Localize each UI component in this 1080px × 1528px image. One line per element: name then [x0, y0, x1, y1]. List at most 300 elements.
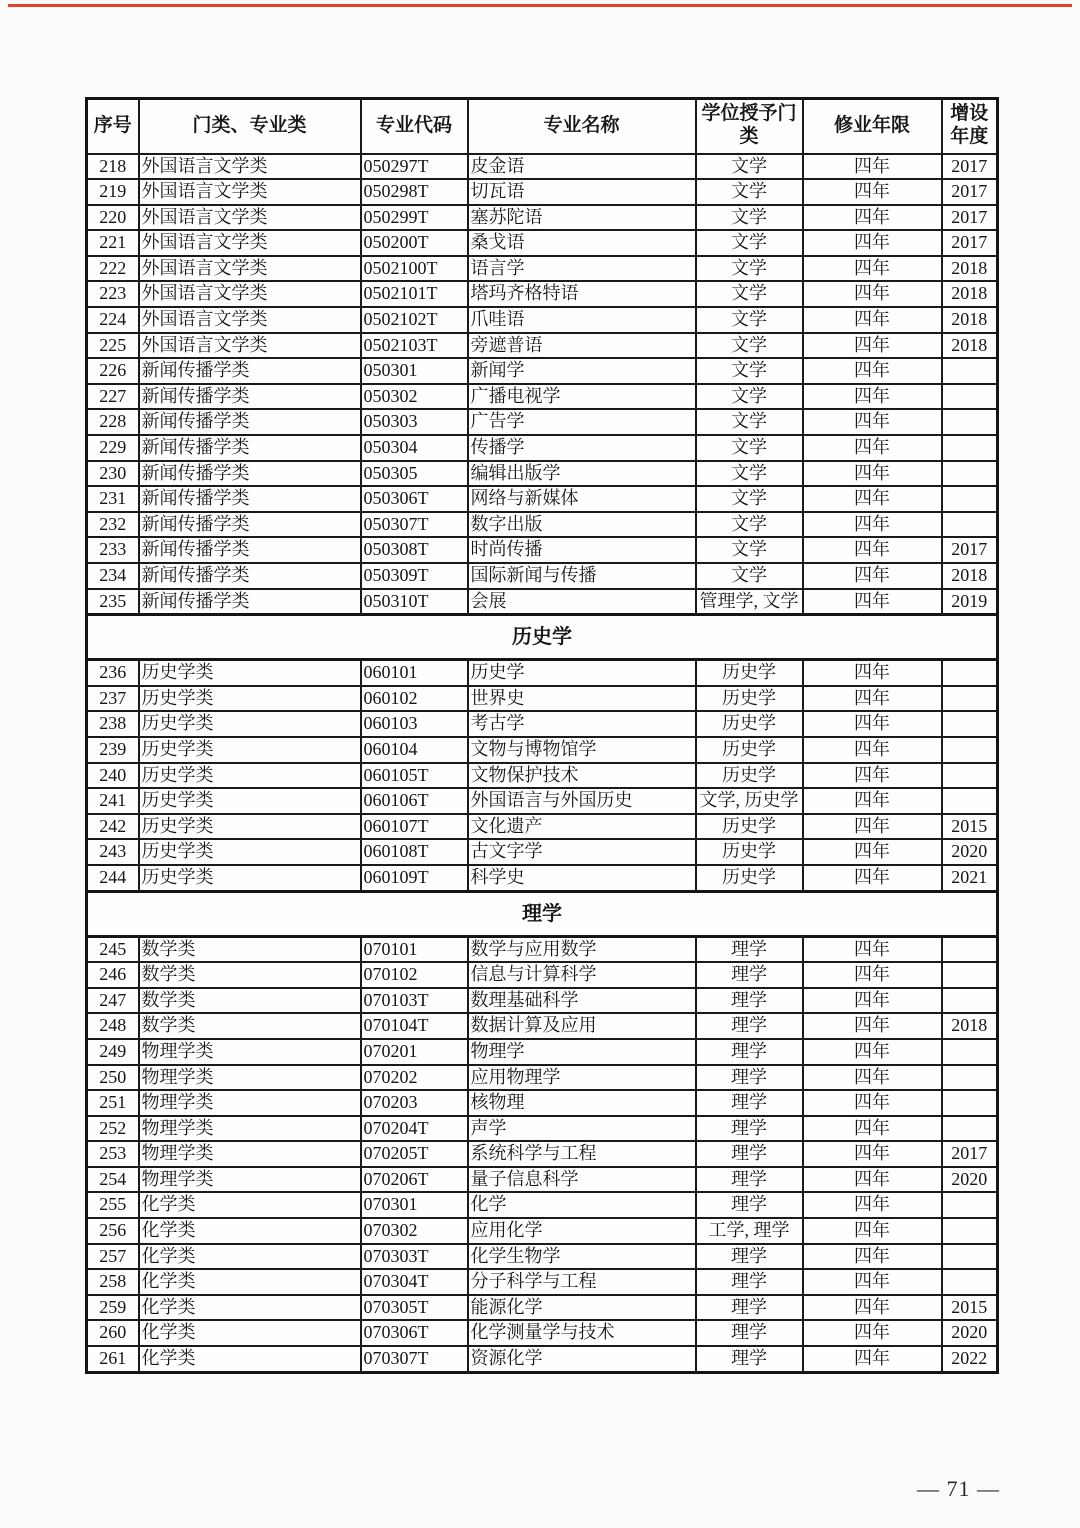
category-cell: 物理学类: [139, 1065, 361, 1091]
major-code-cell: 050304: [361, 435, 468, 461]
table-row: [87, 1218, 998, 1244]
table-row: [87, 281, 998, 307]
section-title: 理学: [87, 891, 998, 936]
year-added-cell: [942, 1218, 998, 1244]
row-number-cell: 257: [87, 1244, 139, 1270]
section-row: [87, 615, 998, 660]
category-cell: 新闻传播学类: [139, 486, 361, 512]
degree-category-cell: 文学, 历史学: [696, 788, 803, 814]
duration-cell: 四年: [803, 1090, 942, 1116]
duration-cell: 四年: [803, 512, 942, 538]
major-code-cell: 070201: [361, 1039, 468, 1065]
category-cell: 化学类: [139, 1192, 361, 1218]
category-cell: 物理学类: [139, 1039, 361, 1065]
duration-cell: 四年: [803, 486, 942, 512]
category-cell: 历史学类: [139, 839, 361, 865]
table-row: [87, 435, 998, 461]
column-header: 增设年度: [942, 99, 998, 154]
category-cell: 数学类: [139, 988, 361, 1014]
major-code-cell: 060109T: [361, 865, 468, 891]
major-code-cell: 070205T: [361, 1141, 468, 1167]
degree-category-cell: 文学: [696, 307, 803, 333]
table-row: [87, 384, 998, 410]
major-name-cell: 数学与应用数学: [468, 936, 696, 962]
major-code-cell: 050302: [361, 384, 468, 410]
major-name-cell: 考古学: [468, 711, 696, 737]
degree-category-cell: 文学: [696, 512, 803, 538]
duration-cell: 四年: [803, 962, 942, 988]
year-added-cell: [942, 962, 998, 988]
degree-category-cell: 文学: [696, 537, 803, 563]
table-row: [87, 589, 998, 615]
major-name-cell: 塞苏陀语: [468, 205, 696, 231]
category-cell: 外国语言文学类: [139, 179, 361, 205]
year-added-cell: [942, 358, 998, 384]
year-added-cell: [942, 763, 998, 789]
degree-category-cell: 文学: [696, 409, 803, 435]
major-name-cell: 信息与计算科学: [468, 962, 696, 988]
duration-cell: 四年: [803, 154, 942, 180]
table-row: [87, 1320, 998, 1346]
duration-cell: 四年: [803, 814, 942, 840]
duration-cell: 四年: [803, 1218, 942, 1244]
category-cell: 新闻传播学类: [139, 384, 361, 410]
duration-cell: 四年: [803, 1167, 942, 1193]
category-cell: 新闻传播学类: [139, 435, 361, 461]
category-cell: 数学类: [139, 1013, 361, 1039]
table-row: [87, 1346, 998, 1372]
major-name-cell: 时尚传播: [468, 537, 696, 563]
major-name-cell: 资源化学: [468, 1346, 696, 1372]
major-code-cell: 050297T: [361, 154, 468, 180]
degree-category-cell: 理学: [696, 962, 803, 988]
year-added-cell: [942, 788, 998, 814]
major-code-cell: 060108T: [361, 839, 468, 865]
row-number-cell: 219: [87, 179, 139, 205]
major-code-cell: 070206T: [361, 1167, 468, 1193]
row-number-cell: 246: [87, 962, 139, 988]
row-number-cell: 249: [87, 1039, 139, 1065]
table-row: [87, 205, 998, 231]
major-code-cell: 050305: [361, 461, 468, 487]
category-cell: 化学类: [139, 1346, 361, 1372]
major-name-cell: 国际新闻与传播: [468, 563, 696, 589]
table-row: [87, 936, 998, 962]
category-cell: 历史学类: [139, 686, 361, 712]
category-cell: 化学类: [139, 1244, 361, 1270]
degree-category-cell: 理学: [696, 1244, 803, 1270]
column-header: 专业代码: [361, 99, 468, 154]
major-name-cell: 核物理: [468, 1090, 696, 1116]
row-number-cell: 237: [87, 686, 139, 712]
degree-category-cell: 文学: [696, 205, 803, 231]
major-name-cell: 语言学: [468, 256, 696, 282]
duration-cell: 四年: [803, 1039, 942, 1065]
major-code-cell: 070204T: [361, 1116, 468, 1142]
year-added-cell: 2020: [942, 1167, 998, 1193]
major-code-cell: 070307T: [361, 1346, 468, 1372]
row-number-cell: 252: [87, 1116, 139, 1142]
major-code-cell: 050309T: [361, 563, 468, 589]
table-row: [87, 962, 998, 988]
row-number-cell: 234: [87, 563, 139, 589]
row-number-cell: 229: [87, 435, 139, 461]
row-number-cell: 218: [87, 154, 139, 180]
major-name-cell: 化学生物学: [468, 1244, 696, 1270]
duration-cell: 四年: [803, 865, 942, 891]
page-number: — 71 —: [917, 1476, 1000, 1501]
row-number-cell: 223: [87, 281, 139, 307]
degree-category-cell: 理学: [696, 1039, 803, 1065]
major-name-cell: 应用化学: [468, 1218, 696, 1244]
year-added-cell: 2021: [942, 865, 998, 891]
major-name-cell: 古文字学: [468, 839, 696, 865]
major-name-cell: 塔玛齐格特语: [468, 281, 696, 307]
category-cell: 外国语言文学类: [139, 205, 361, 231]
column-header: 专业名称: [468, 99, 696, 154]
category-cell: 历史学类: [139, 788, 361, 814]
major-code-cell: 050310T: [361, 589, 468, 615]
major-code-cell: 070302: [361, 1218, 468, 1244]
duration-cell: 四年: [803, 788, 942, 814]
degree-category-cell: 文学: [696, 154, 803, 180]
category-cell: 新闻传播学类: [139, 563, 361, 589]
degree-category-cell: 理学: [696, 936, 803, 962]
major-name-cell: 广告学: [468, 409, 696, 435]
year-added-cell: 2018: [942, 333, 998, 359]
major-code-cell: 070202: [361, 1065, 468, 1091]
degree-category-cell: 理学: [696, 1013, 803, 1039]
category-cell: 新闻传播学类: [139, 589, 361, 615]
year-added-cell: [942, 936, 998, 962]
duration-cell: 四年: [803, 461, 942, 487]
row-number-cell: 255: [87, 1192, 139, 1218]
row-number-cell: 238: [87, 711, 139, 737]
row-number-cell: 232: [87, 512, 139, 538]
major-name-cell: 物理学: [468, 1039, 696, 1065]
year-added-cell: 2022: [942, 1346, 998, 1372]
duration-cell: 四年: [803, 1192, 942, 1218]
row-number-cell: 240: [87, 763, 139, 789]
table-row: [87, 865, 998, 891]
duration-cell: 四年: [803, 589, 942, 615]
major-name-cell: 新闻学: [468, 358, 696, 384]
major-name-cell: 传播学: [468, 435, 696, 461]
category-cell: 物理学类: [139, 1090, 361, 1116]
major-name-cell: 声学: [468, 1116, 696, 1142]
major-name-cell: 文化遗产: [468, 814, 696, 840]
degree-category-cell: 理学: [696, 1346, 803, 1372]
year-added-cell: [942, 512, 998, 538]
row-number-cell: 256: [87, 1218, 139, 1244]
major-code-cell: 0502101T: [361, 281, 468, 307]
row-number-cell: 227: [87, 384, 139, 410]
degree-category-cell: 文学: [696, 384, 803, 410]
row-number-cell: 236: [87, 660, 139, 686]
column-header: 序号: [87, 99, 139, 154]
category-cell: 外国语言文学类: [139, 333, 361, 359]
degree-category-cell: 文学: [696, 435, 803, 461]
major-code-cell: 070305T: [361, 1295, 468, 1321]
row-number-cell: 247: [87, 988, 139, 1014]
table-row: [87, 1039, 998, 1065]
row-number-cell: 224: [87, 307, 139, 333]
major-name-cell: 文物保护技术: [468, 763, 696, 789]
category-cell: 化学类: [139, 1320, 361, 1346]
year-added-cell: 2018: [942, 563, 998, 589]
major-code-cell: 060107T: [361, 814, 468, 840]
year-added-cell: [942, 1244, 998, 1270]
major-code-cell: 070301: [361, 1192, 468, 1218]
duration-cell: 四年: [803, 537, 942, 563]
major-code-cell: 060101: [361, 660, 468, 686]
degree-category-cell: 理学: [696, 1269, 803, 1295]
year-added-cell: 2020: [942, 1320, 998, 1346]
row-number-cell: 220: [87, 205, 139, 231]
duration-cell: 四年: [803, 256, 942, 282]
row-number-cell: 244: [87, 865, 139, 891]
year-added-cell: [942, 1269, 998, 1295]
degree-category-cell: 理学: [696, 1320, 803, 1346]
duration-cell: 四年: [803, 660, 942, 686]
category-cell: 新闻传播学类: [139, 358, 361, 384]
degree-category-cell: 工学, 理学: [696, 1218, 803, 1244]
category-cell: 物理学类: [139, 1167, 361, 1193]
table-row: [87, 1295, 998, 1321]
row-number-cell: 243: [87, 839, 139, 865]
table-row: [87, 179, 998, 205]
major-name-cell: 桑戈语: [468, 230, 696, 256]
category-cell: 外国语言文学类: [139, 281, 361, 307]
row-number-cell: 261: [87, 1346, 139, 1372]
year-added-cell: 2018: [942, 281, 998, 307]
major-name-cell: 网络与新媒体: [468, 486, 696, 512]
table-row: [87, 660, 998, 686]
year-added-cell: [942, 486, 998, 512]
table-row: [87, 1192, 998, 1218]
degree-category-cell: 理学: [696, 1295, 803, 1321]
duration-cell: 四年: [803, 737, 942, 763]
year-added-cell: [942, 737, 998, 763]
row-number-cell: 258: [87, 1269, 139, 1295]
degree-category-cell: 历史学: [696, 814, 803, 840]
table-row: [87, 1244, 998, 1270]
row-number-cell: 235: [87, 589, 139, 615]
table-row: [87, 814, 998, 840]
table-row: [87, 537, 998, 563]
major-code-cell: 060104: [361, 737, 468, 763]
column-header: 门类、专业类: [139, 99, 361, 154]
duration-cell: 四年: [803, 763, 942, 789]
year-added-cell: [942, 1192, 998, 1218]
row-number-cell: 242: [87, 814, 139, 840]
row-number-cell: 239: [87, 737, 139, 763]
year-added-cell: 2017: [942, 230, 998, 256]
year-added-cell: [942, 1065, 998, 1091]
major-code-cell: 070203: [361, 1090, 468, 1116]
major-code-cell: 060102: [361, 686, 468, 712]
row-number-cell: 230: [87, 461, 139, 487]
year-added-cell: 2018: [942, 307, 998, 333]
major-code-cell: 070101: [361, 936, 468, 962]
year-added-cell: [942, 711, 998, 737]
category-cell: 外国语言文学类: [139, 230, 361, 256]
duration-cell: 四年: [803, 333, 942, 359]
duration-cell: 四年: [803, 409, 942, 435]
category-cell: 新闻传播学类: [139, 461, 361, 487]
category-cell: 历史学类: [139, 865, 361, 891]
major-code-cell: 070303T: [361, 1244, 468, 1270]
major-code-cell: 070304T: [361, 1269, 468, 1295]
major-name-cell: 外国语言与外国历史: [468, 788, 696, 814]
table-body: [87, 154, 998, 1373]
major-code-cell: 070104T: [361, 1013, 468, 1039]
year-added-cell: [942, 686, 998, 712]
degree-category-cell: 历史学: [696, 865, 803, 891]
table-header: [87, 99, 998, 154]
major-code-cell: 050307T: [361, 512, 468, 538]
year-added-cell: 2018: [942, 256, 998, 282]
table-row: [87, 1065, 998, 1091]
table-row: [87, 686, 998, 712]
major-name-cell: 爪哇语: [468, 307, 696, 333]
duration-cell: 四年: [803, 1295, 942, 1321]
table-row: [87, 154, 998, 180]
row-number-cell: 250: [87, 1065, 139, 1091]
major-name-cell: 皮金语: [468, 154, 696, 180]
table-row: [87, 1167, 998, 1193]
duration-cell: 四年: [803, 1244, 942, 1270]
degree-category-cell: 管理学, 文学: [696, 589, 803, 615]
duration-cell: 四年: [803, 1269, 942, 1295]
major-code-cell: 050303: [361, 409, 468, 435]
year-added-cell: 2017: [942, 154, 998, 180]
year-added-cell: 2020: [942, 839, 998, 865]
table-row: [87, 256, 998, 282]
duration-cell: 四年: [803, 1065, 942, 1091]
degree-category-cell: 理学: [696, 1090, 803, 1116]
major-code-cell: 0502102T: [361, 307, 468, 333]
table-row: [87, 409, 998, 435]
table-row: [87, 461, 998, 487]
table-row: [87, 1090, 998, 1116]
duration-cell: 四年: [803, 1013, 942, 1039]
row-number-cell: 228: [87, 409, 139, 435]
major-name-cell: 数理基础科学: [468, 988, 696, 1014]
major-name-cell: 量子信息科学: [468, 1167, 696, 1193]
category-cell: 外国语言文学类: [139, 307, 361, 333]
category-cell: 化学类: [139, 1269, 361, 1295]
major-name-cell: 旁遮普语: [468, 333, 696, 359]
degree-category-cell: 理学: [696, 1116, 803, 1142]
degree-category-cell: 理学: [696, 1167, 803, 1193]
duration-cell: 四年: [803, 179, 942, 205]
year-added-cell: 2015: [942, 1295, 998, 1321]
category-cell: 数学类: [139, 962, 361, 988]
degree-category-cell: 文学: [696, 358, 803, 384]
year-added-cell: 2017: [942, 1141, 998, 1167]
table-row: [87, 1116, 998, 1142]
degree-category-cell: 文学: [696, 230, 803, 256]
degree-category-cell: 理学: [696, 988, 803, 1014]
major-name-cell: 切瓦语: [468, 179, 696, 205]
major-name-cell: 能源化学: [468, 1295, 696, 1321]
table-row: [87, 230, 998, 256]
major-code-cell: 050306T: [361, 486, 468, 512]
major-name-cell: 文物与博物馆学: [468, 737, 696, 763]
duration-cell: 四年: [803, 307, 942, 333]
duration-cell: 四年: [803, 230, 942, 256]
major-code-cell: 070102: [361, 962, 468, 988]
category-cell: 化学类: [139, 1295, 361, 1321]
major-name-cell: 应用物理学: [468, 1065, 696, 1091]
major-code-cell: 060106T: [361, 788, 468, 814]
degree-category-cell: 文学: [696, 333, 803, 359]
row-number-cell: 221: [87, 230, 139, 256]
major-name-cell: 系统科学与工程: [468, 1141, 696, 1167]
section-title: 历史学: [87, 615, 998, 660]
duration-cell: 四年: [803, 1346, 942, 1372]
category-cell: 物理学类: [139, 1141, 361, 1167]
row-number-cell: 251: [87, 1090, 139, 1116]
top-accent-line: [8, 4, 1072, 7]
major-name-cell: 数字出版: [468, 512, 696, 538]
category-cell: 新闻传播学类: [139, 537, 361, 563]
category-cell: 新闻传播学类: [139, 512, 361, 538]
year-added-cell: [942, 660, 998, 686]
major-code-cell: 060105T: [361, 763, 468, 789]
duration-cell: 四年: [803, 936, 942, 962]
majors-table: [85, 97, 999, 1374]
major-code-cell: 070306T: [361, 1320, 468, 1346]
row-number-cell: 231: [87, 486, 139, 512]
duration-cell: 四年: [803, 988, 942, 1014]
duration-cell: 四年: [803, 686, 942, 712]
year-added-cell: 2019: [942, 589, 998, 615]
table-row: [87, 358, 998, 384]
table-row: [87, 1269, 998, 1295]
major-code-cell: 070103T: [361, 988, 468, 1014]
degree-category-cell: 理学: [696, 1192, 803, 1218]
year-added-cell: [942, 1116, 998, 1142]
duration-cell: 四年: [803, 205, 942, 231]
duration-cell: 四年: [803, 281, 942, 307]
degree-category-cell: 文学: [696, 563, 803, 589]
duration-cell: 四年: [803, 711, 942, 737]
major-name-cell: 编辑出版学: [468, 461, 696, 487]
major-name-cell: 分子科学与工程: [468, 1269, 696, 1295]
degree-category-cell: 历史学: [696, 839, 803, 865]
major-name-cell: 科学史: [468, 865, 696, 891]
section-row: [87, 891, 998, 936]
category-cell: 历史学类: [139, 814, 361, 840]
major-code-cell: 050299T: [361, 205, 468, 231]
year-added-cell: 2018: [942, 1013, 998, 1039]
major-name-cell: 历史学: [468, 660, 696, 686]
degree-category-cell: 文学: [696, 256, 803, 282]
duration-cell: 四年: [803, 358, 942, 384]
row-number-cell: 222: [87, 256, 139, 282]
degree-category-cell: 理学: [696, 1141, 803, 1167]
row-number-cell: 259: [87, 1295, 139, 1321]
duration-cell: 四年: [803, 1320, 942, 1346]
year-added-cell: [942, 988, 998, 1014]
major-name-cell: 会展: [468, 589, 696, 615]
table-row: [87, 1141, 998, 1167]
table-row: [87, 763, 998, 789]
degree-category-cell: 历史学: [696, 686, 803, 712]
table-row: [87, 788, 998, 814]
